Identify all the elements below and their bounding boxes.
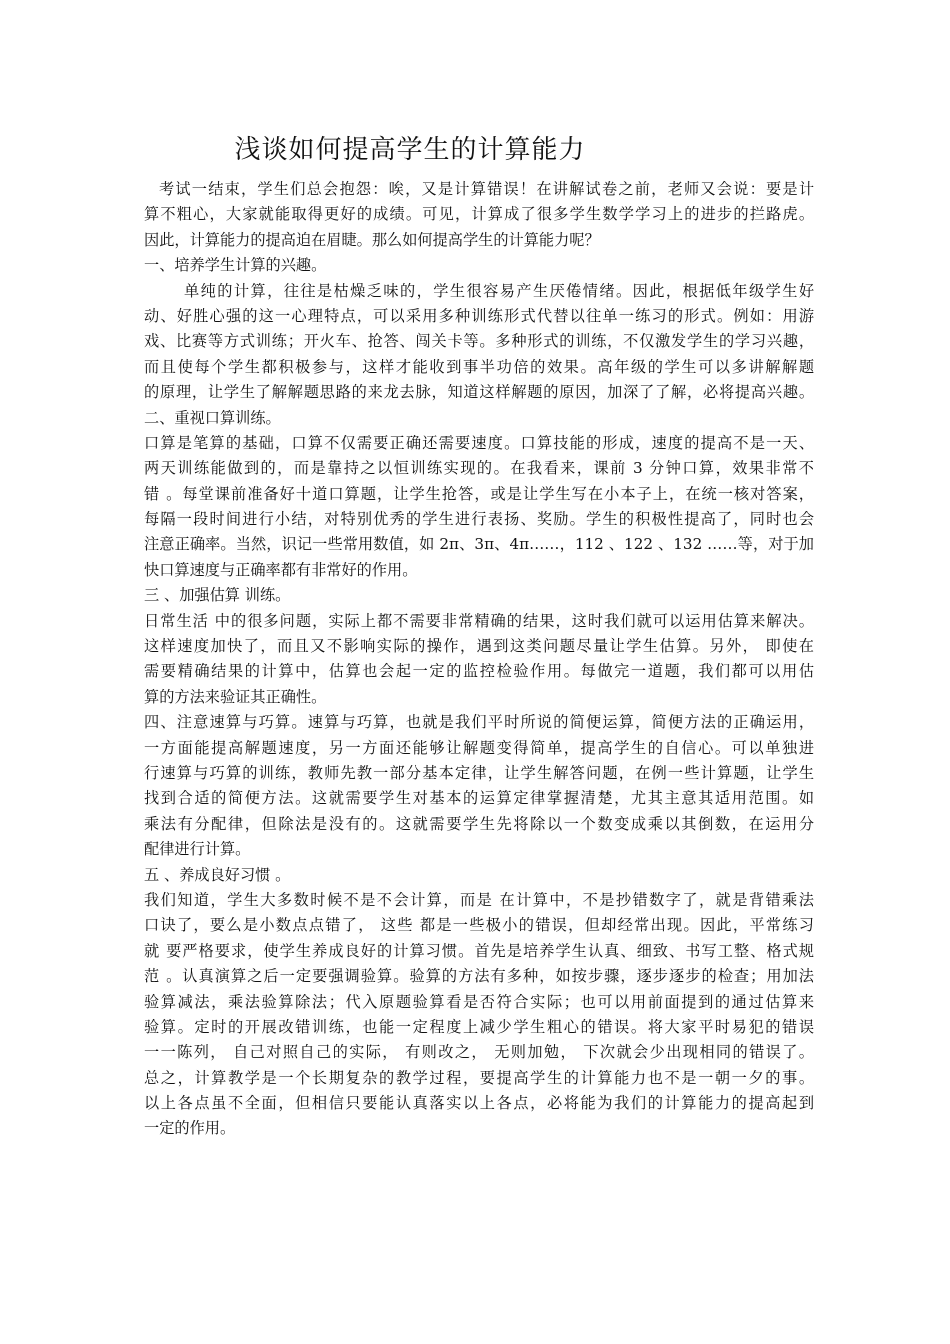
text-line: 口算是笔算的基础，口算不仅需要正确还需要速度。口算技能的形成，速度的提高不是一天、 [144,433,814,452]
text-line: 一定的作用。 [144,1119,236,1138]
text-line: 这样速度加快了，而且又不影响实际的操作，遇到这类问题尽量让学生估算。另外， 即使在 [144,637,814,656]
text-line: 快口算速度与正确率都有非常好的作用。 [144,560,418,579]
text-line: 而且使每个学生都积极参与，这样才能收到事半功倍的效果。高年级的学生可以多讲解解题 [144,357,814,376]
text-line: 二、重视口算训练。 [144,408,281,427]
text-line: 因此，计算能力的提高迫在眉睫。那么如何提高学生的计算能力呢？ [144,230,600,249]
document-title: 浅谈如何提高学生的计算能力 [234,135,586,165]
text-line: 乘法有分配律，但除法是没有的。这就需要学生先将除以一个数变成乘以其倒数，在运用分 [144,814,814,833]
text-line: 戏、比赛等方式训练；开火车、抢答、闯关卡等。多种形式的训练，不仅激发学生的学习兴趣， [144,332,814,351]
text-line: 一一陈列， 自己对照自己的实际， 有则改之， 无则加勉， 下次就会少出现相同的错误了。 [144,1043,814,1062]
text-line: 两天训练能做到的，而是靠持之以恒训练实现的。在我看来，课前 3 分钟口算，效果非常不 [144,459,814,478]
text-line: 一方面能提高解题速度，另一方面还能够让解题变得简单，提高学生的自信心。可以单独进 [144,738,814,757]
text-line: 验算减法，乘法验算除法；代入原题验算看是否符合实际；也可以用前面提到的通过估算来 [144,992,814,1011]
text-line: 算的方法来验证其正确性。 [144,687,327,706]
text-line: 算不粗心，大家就能取得更好的成绩。可见，计算成了很多学生数学学习上的进步的拦路虎。 [144,205,814,224]
document-body [144,177,814,1142]
text-line: 验算。定时的开展改错训练，也能一定程度上减少学生粗心的错误。将大家平时易犯的错误 [144,1017,814,1036]
text-line: 每隔一段时间进行小结，对特别优秀的学生进行表扬、奖励。学生的积极性提高了，同时也会 [144,510,814,529]
text-line: 三 、加强估算 训练。 [144,586,291,605]
text-line: 单纯的计算，往往是枯燥乏味的，学生很容易产生厌倦情绪。因此，根据低年级学生好 [184,281,814,300]
text-line: 我们知道，学生大多数时候不是不会计算，而是 在计算中，不是抄错数字了，就是背错乘法 [144,890,814,909]
text-line: 以上各点虽不全面，但相信只要能认真落实以上各点，必将能为我们的计算能力的提高起到 [144,1094,814,1113]
text-line: 找到合适的简便方法。这就需要学生对基本的运算定律掌握清楚，尤其主意其适用范围。如 [144,789,814,808]
text-line: 需要精确结果的计算中，估算也会起一定的监控检验作用。每做完一道题，我们都可以用估 [144,662,814,681]
text-line: 总之，计算教学是一个长期复杂的教学过程，要提高学生的计算能力也不是一朝一夕的事。 [144,1068,814,1087]
text-line: 行速算与巧算的训练，教师先教一部分基本定律，让学生解答问题，在例一些计算题，让学生 [144,763,814,782]
text-line: 就 要严格要求，使学生养成良好的计算习惯。首先是培养学生认真、细致、书写工整、格式规 [144,941,814,960]
text-line: 配律进行计算。 [144,840,251,859]
text-line: 的原理，让学生了解解题思路的来龙去脉，知道这样解题的原因，加深了了解，必将提高兴趣。 [144,383,814,402]
text-line: 一、培养学生计算的兴趣。 [144,256,327,275]
text-line: 日常生活 中的很多问题，实际上都不需要非常精确的结果，这时我们就可以运用估算来解决。 [144,611,814,630]
text-line: 考试一结束，学生们总会抱怨：唉，又是计算错误！在讲解试卷之前，老师又会说：要是计 [159,180,814,198]
text-line: 动、好胜心强的这一心理特点，可以采用多种训练形式代替以往单一练习的形式。例如：用游 [144,306,814,325]
text-line: 四、注意速算与巧算。速算与巧算，也就是我们平时所说的简便运算，简便方法的正确运用， [144,713,814,732]
text-line: 注意正确率。当然，识记一些常用数值，如 2π、3π、4π……，112 、122 、132 ……等，对于加 [144,535,814,554]
text-line: 五 、养成良好习惯 。 [144,865,291,884]
text-line: 口诀了，要么是小数点点错了， 这些 都是一些极小的错误，但却经常出现。因此，平常练习 [144,916,814,935]
text-line: 范 。认真演算之后一定要强调验算。验算的方法有多种，如按步骤，逐步逐步的检查；用加法 [144,967,814,986]
text-line: 错 。每堂课前准备好十道口算题，让学生抢答，或是让学生写在小本子上，在统一核对答案， [144,484,814,503]
